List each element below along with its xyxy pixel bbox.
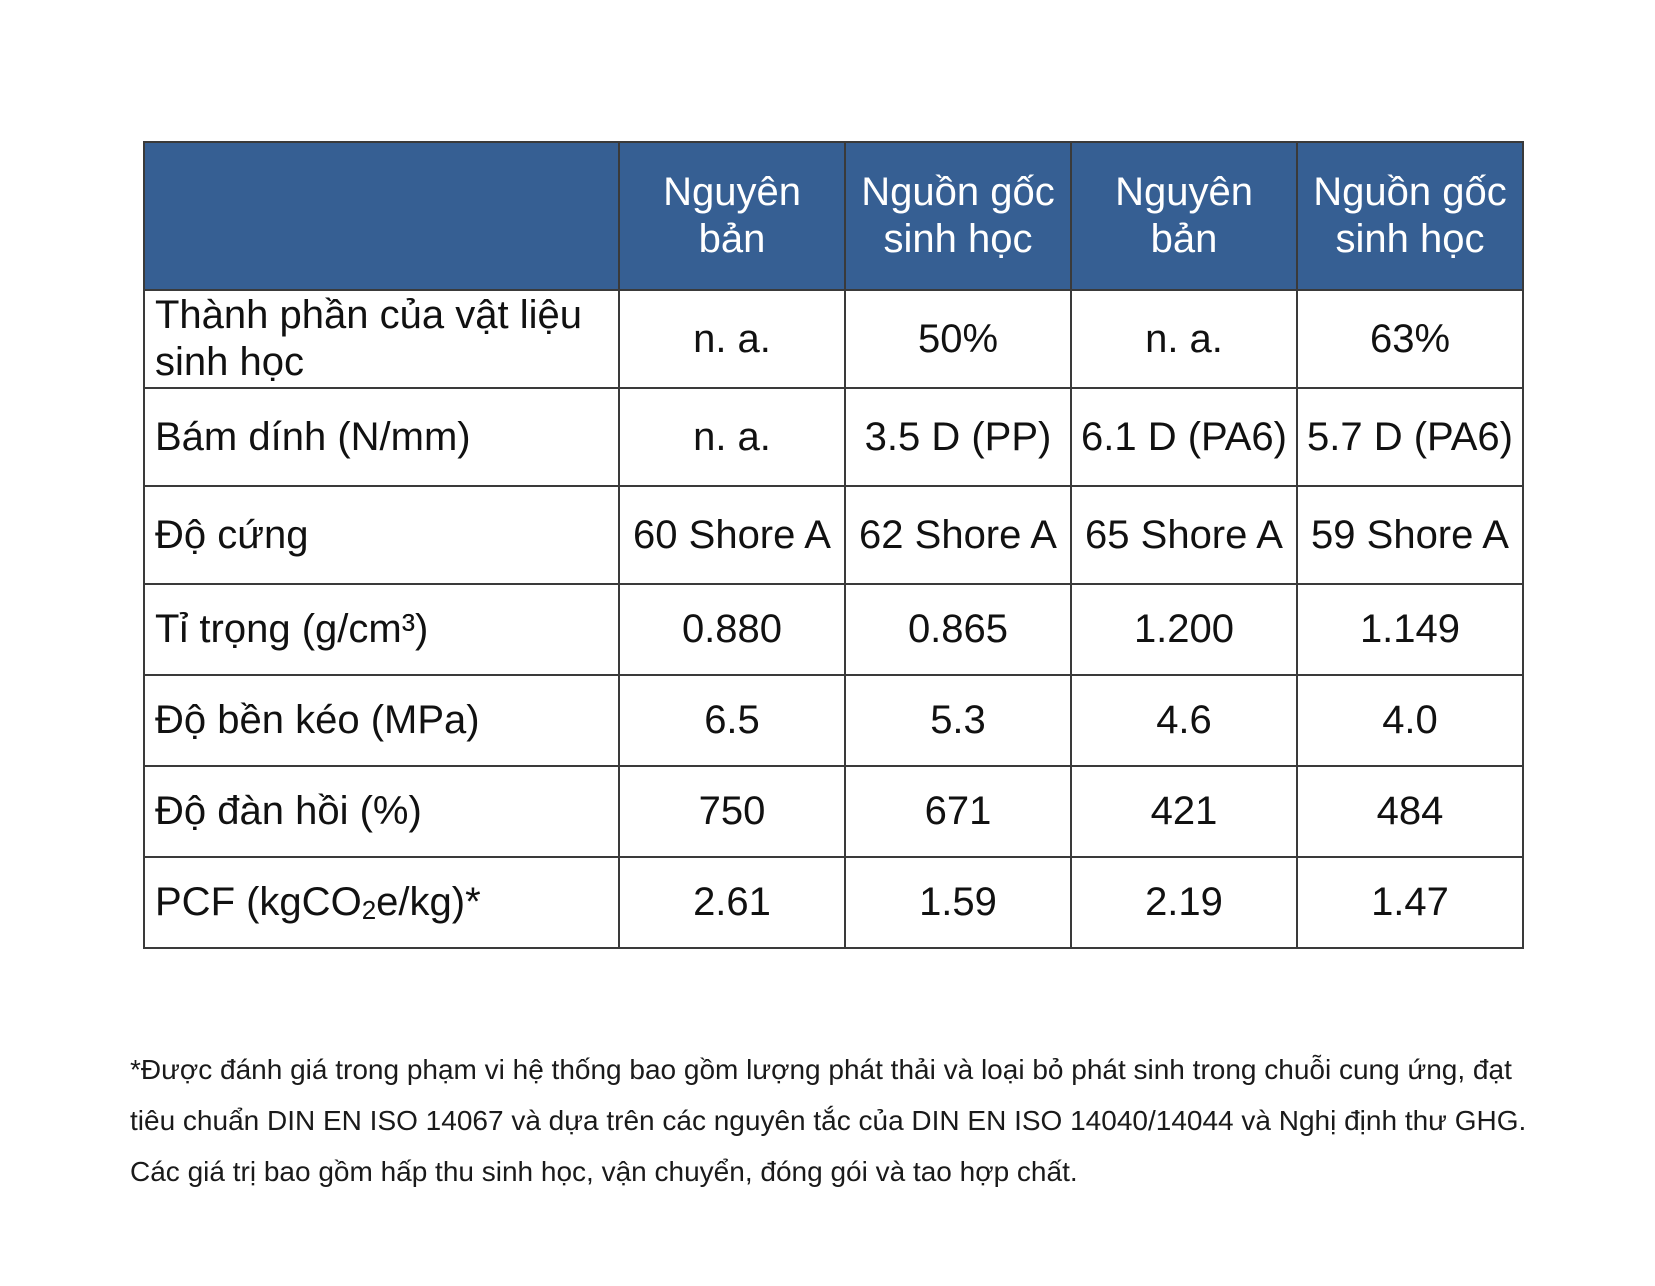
table-cell: n. a. xyxy=(619,388,845,486)
table-cell: 65 Shore A xyxy=(1071,486,1297,584)
footnote: *Được đánh giá trong phạm vi hệ thống bao gồm lượng phát thải và loại bỏ phát sinh trong chuỗi cung ứng, đạt tiêu chuẩn DIN EN ISO 14067 và dựa trên các nguyên tắc của DIN EN ISO 14040/14044 và Nghị định thư GHG. Các giá trị bao gồm hấp thu sinh học, vận chuyển, đóng gói và tao hợp chất. xyxy=(130,1054,1527,1187)
table-row-hardness xyxy=(144,486,1523,584)
table-row-tensile-strength xyxy=(144,675,1523,766)
table-cell: 1.59 xyxy=(845,857,1071,948)
table-header-row xyxy=(144,142,1523,290)
table-row-adhesion xyxy=(144,388,1523,486)
row-label: Thành phần của vật liệu sinh học xyxy=(144,290,619,388)
properties-table xyxy=(143,141,1524,949)
table-cell: 4.0 xyxy=(1297,675,1523,766)
table-row-density xyxy=(144,584,1523,675)
header-cell-biobased-2: Nguồn gốc sinh học xyxy=(1297,142,1523,290)
table-cell: 4.6 xyxy=(1071,675,1297,766)
table-cell: 2.61 xyxy=(619,857,845,948)
row-label: Bám dính (N/mm) xyxy=(144,388,619,486)
row-label: Tỉ trọng (g/cm³) xyxy=(144,584,619,675)
table-cell: 0.865 xyxy=(845,584,1071,675)
row-label: Độ cứng xyxy=(144,486,619,584)
table-cell: 60 Shore A xyxy=(619,486,845,584)
table-cell: 1.200 xyxy=(1071,584,1297,675)
table-cell: 0.880 xyxy=(619,584,845,675)
table-cell: n. a. xyxy=(1071,290,1297,388)
row-label: Độ đàn hồi (%) xyxy=(144,766,619,857)
header-cell-biobased-1: Nguồn gốc sinh học xyxy=(845,142,1071,290)
pcf-label-suffix: e/kg)* xyxy=(376,880,481,924)
table-row-pcf xyxy=(144,857,1523,948)
table-cell: 421 xyxy=(1071,766,1297,857)
table-cell: 6.5 xyxy=(619,675,845,766)
table-cell: 1.149 xyxy=(1297,584,1523,675)
header-cell-empty xyxy=(144,142,619,290)
table-cell: 63% xyxy=(1297,290,1523,388)
table-cell: 5.7 D (PA6) xyxy=(1297,388,1523,486)
table-cell: n. a. xyxy=(619,290,845,388)
table-row-elongation xyxy=(144,766,1523,857)
table-cell: 671 xyxy=(845,766,1071,857)
pcf-label-prefix: PCF (kgCO xyxy=(155,880,362,924)
table-cell: 59 Shore A xyxy=(1297,486,1523,584)
row-label: Độ bền kéo (MPa) xyxy=(144,675,619,766)
table-cell: 62 Shore A xyxy=(845,486,1071,584)
row-label-pcf xyxy=(144,857,619,948)
table-cell: 3.5 D (PP) xyxy=(845,388,1071,486)
table-cell: 750 xyxy=(619,766,845,857)
table-cell: 484 xyxy=(1297,766,1523,857)
table-cell: 5.3 xyxy=(845,675,1071,766)
table-cell: 50% xyxy=(845,290,1071,388)
table-row-biomaterial-content xyxy=(144,290,1523,388)
table-cell: 2.19 xyxy=(1071,857,1297,948)
header-cell-original-1: Nguyên bản xyxy=(619,142,845,290)
pcf-label-subscript: 2 xyxy=(361,895,377,925)
table-cell: 6.1 D (PA6) xyxy=(1071,388,1297,486)
table-cell: 1.47 xyxy=(1297,857,1523,948)
header-cell-original-2: Nguyên bản xyxy=(1071,142,1297,290)
